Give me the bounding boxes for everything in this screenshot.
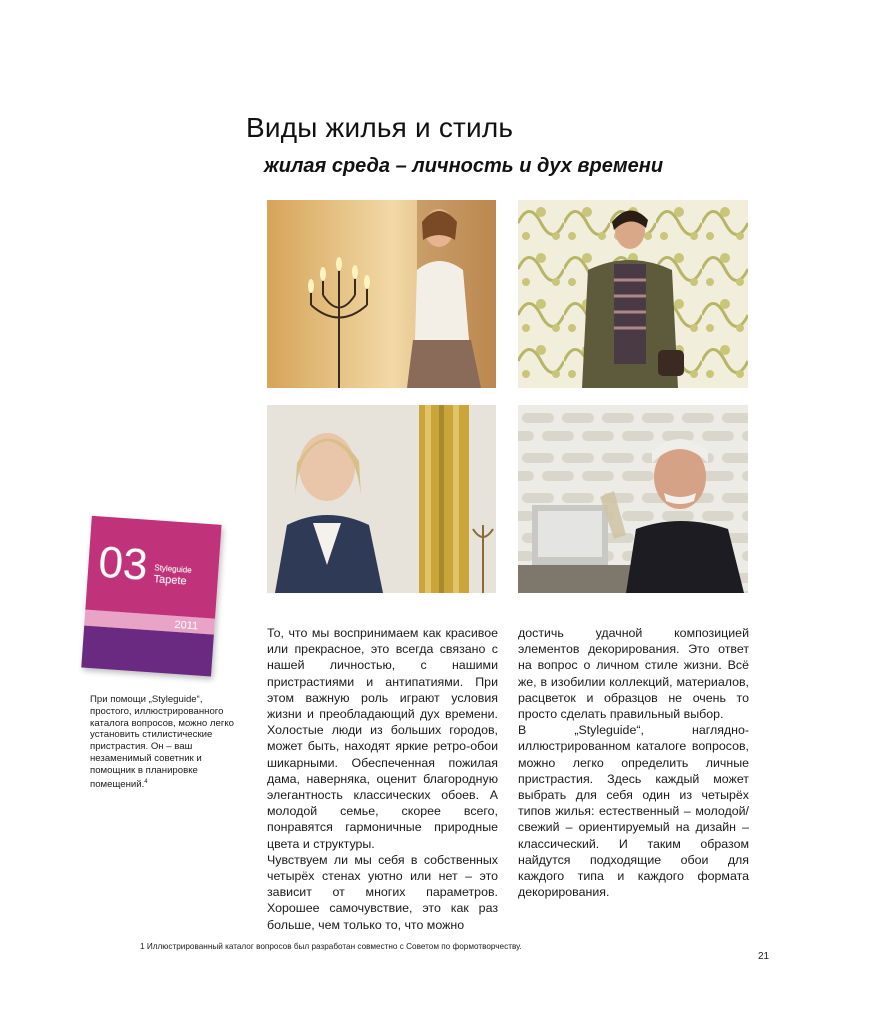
caption-text: При помощи „Styleguide“, простого, иллюстрированного каталога вопросов, можно легко установить стилистические пристрастия. Он – ваш незаменимый советник и помощник в планировке помещений. [90,694,234,790]
page-number: 21 [758,951,770,962]
page-title: Виды жилья и стиль [246,112,514,143]
body-paragraph: достичь удачной композицией элементов декорирования. Это ответ на вопрос о личном стиле жизни. Всё же, в изобилии коллекций, материалов, расцветок и образцов не очень то просто сделать правильный выбор. [518,626,749,722]
body-column-2 [518,625,749,900]
photo-lady-curtain [267,405,496,593]
footnote: 1 Иллюстрированный каталог вопросов был разработан совместно с Советом по формотворчеству. [140,942,522,951]
body-column-1 [267,625,498,933]
catalog-year: 2011 [174,618,199,633]
body-paragraph: Чувствуем ли мы себя в собственных четырёх стенах уютно или нет – это зависит от многих параметров. Хорошее самочувствие, это как раз больше, чем только то, что можно [267,852,498,932]
catalog-caption [90,694,240,791]
photo-man-retro [518,405,748,593]
caption-footnote-ref: 4 [144,778,148,785]
body-paragraph: То, что мы воспринимаем как красивое или прекрасное, это всегда связано с нашей личностью, с нашими пристрастиями и антипатиями. При этом важную роль играют условия жизни и преобладающий дух времени. Холостые люди из больших городов, может быть, находят яркие ретро-обои шикарными. Обеспеченная пожилая дама, наверняка, оценит благородную элегантность классических обоев. А молодой семье, скорее всего, понравятся гармоничные природные цвета и структуры. [267,626,498,851]
page-subtitle: жилая среда – личность и дух времени [264,155,664,177]
photo-woman-candles [267,200,496,388]
catalog-number: 03 [96,537,150,590]
catalog-product: Tapete [153,573,187,588]
photo-man-wallpaper [518,200,748,388]
catalog-brand: Styleguide [154,563,192,575]
styleguide-catalog-cover [64,512,234,692]
body-paragraph: В „Styleguide“, наглядно-иллюстрированном каталоге вопросов, можно легко определить личные пристрастия. Здесь каждый может выбрать для себя один из четырёх типов жилья: естественный – молодой/свежий – ориентируемый на дизайн – классический. И таким образом найдутся подходящие обои для каждого типа и каждого формата декорирования. [518,723,749,900]
